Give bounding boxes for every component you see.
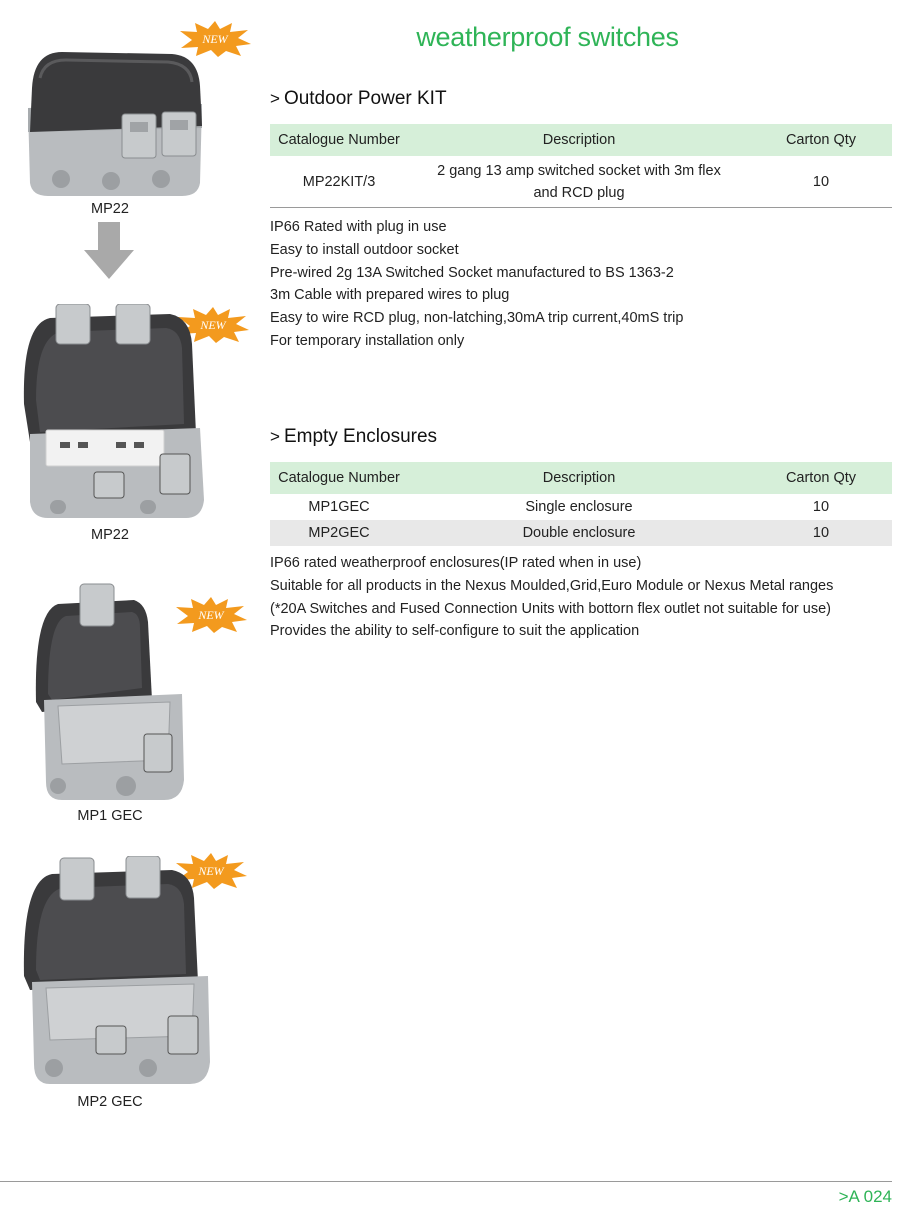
product-label: MP2 GEC	[77, 1094, 143, 1110]
heading-marker: >	[270, 89, 280, 108]
heading-marker: >	[270, 427, 280, 446]
kit-feature-list	[270, 216, 683, 353]
cell-qty: 10	[812, 173, 830, 190]
list-item: Easy to install outdoor socket	[270, 241, 459, 258]
product-label: MP1 GEC	[77, 808, 143, 824]
new-badge-text: NEW	[198, 864, 224, 878]
list-item: (*20A Switches and Fused Connection Units with bottorn flex outlet not suitable for use)	[270, 600, 831, 617]
table-header-row	[270, 462, 892, 494]
cell-description	[408, 156, 750, 208]
section-heading-outdoor-power-kit	[270, 88, 447, 110]
table-row	[270, 494, 892, 520]
product-label: MP22	[91, 527, 129, 543]
cell-qty: 10	[812, 499, 830, 515]
cell-catalogue: MP1GEC	[308, 499, 370, 515]
product-image-mp2-gec	[22, 856, 214, 1090]
cell-catalogue: MP22KIT/3	[302, 173, 376, 190]
list-item: Pre-wired 2g 13A Switched Socket manufactured to BS 1363-2	[270, 264, 674, 281]
section-heading-text: Outdoor Power KIT	[283, 88, 447, 109]
list-item: IP66 rated weatherproof enclosures(IP rated when in use)	[270, 555, 642, 571]
col-header-qty: Carton Qty	[750, 462, 892, 494]
new-badge-text: NEW	[198, 608, 224, 622]
list-item: Easy to wire RCD plug, non-latching,30mA trip current,40mS trip	[270, 310, 684, 327]
table-row	[270, 156, 892, 208]
section-heading-text: Empty Enclosures	[283, 426, 438, 447]
list-item: Provides the ability to self-configure to suit the application	[270, 623, 640, 640]
list-item: IP66 Rated with plug in use	[270, 219, 447, 235]
description-line: 2 gang 13 amp switched socket with 3m flex	[437, 162, 721, 179]
product-image-mp1-gec	[34, 582, 190, 804]
list-item: For temporary installation only	[270, 332, 465, 349]
product-label: MP22	[91, 201, 129, 217]
table-row	[270, 520, 892, 546]
cell-description: Single enclosure	[525, 499, 633, 515]
new-badge-text: NEW	[200, 318, 226, 332]
section-heading-empty-enclosures	[270, 426, 437, 448]
cell-catalogue: MP2GEC	[270, 520, 408, 546]
down-arrow-icon	[84, 222, 134, 280]
kit-table	[270, 124, 892, 208]
col-header-catalogue: Catalogue Number	[270, 462, 408, 494]
col-header-description: Description	[408, 462, 750, 494]
list-item: 3m Cable with prepared wires to plug	[270, 287, 510, 304]
col-header-catalogue: Catalogue Number	[270, 124, 408, 156]
col-header-qty: Carton Qty	[750, 124, 892, 156]
enclosures-table	[270, 462, 892, 546]
page-title: weatherproof switches	[416, 22, 679, 52]
col-header-description: Description	[408, 124, 750, 156]
list-item: Suitable for all products in the Nexus Moulded,Grid,Euro Module or Nexus Metal ranges	[270, 577, 834, 594]
description-line: and RCD plug	[533, 184, 625, 201]
cell-qty: 10	[750, 520, 892, 546]
product-image-mp22-open	[20, 304, 210, 522]
product-image-mp22-closed	[22, 48, 208, 198]
table-header-row	[270, 124, 892, 156]
page-number: >A 024	[838, 1187, 892, 1206]
new-badge-text: NEW	[202, 32, 228, 46]
enclosures-feature-list	[270, 552, 833, 643]
cell-description: Double enclosure	[408, 520, 750, 546]
footer-divider	[0, 1181, 892, 1182]
